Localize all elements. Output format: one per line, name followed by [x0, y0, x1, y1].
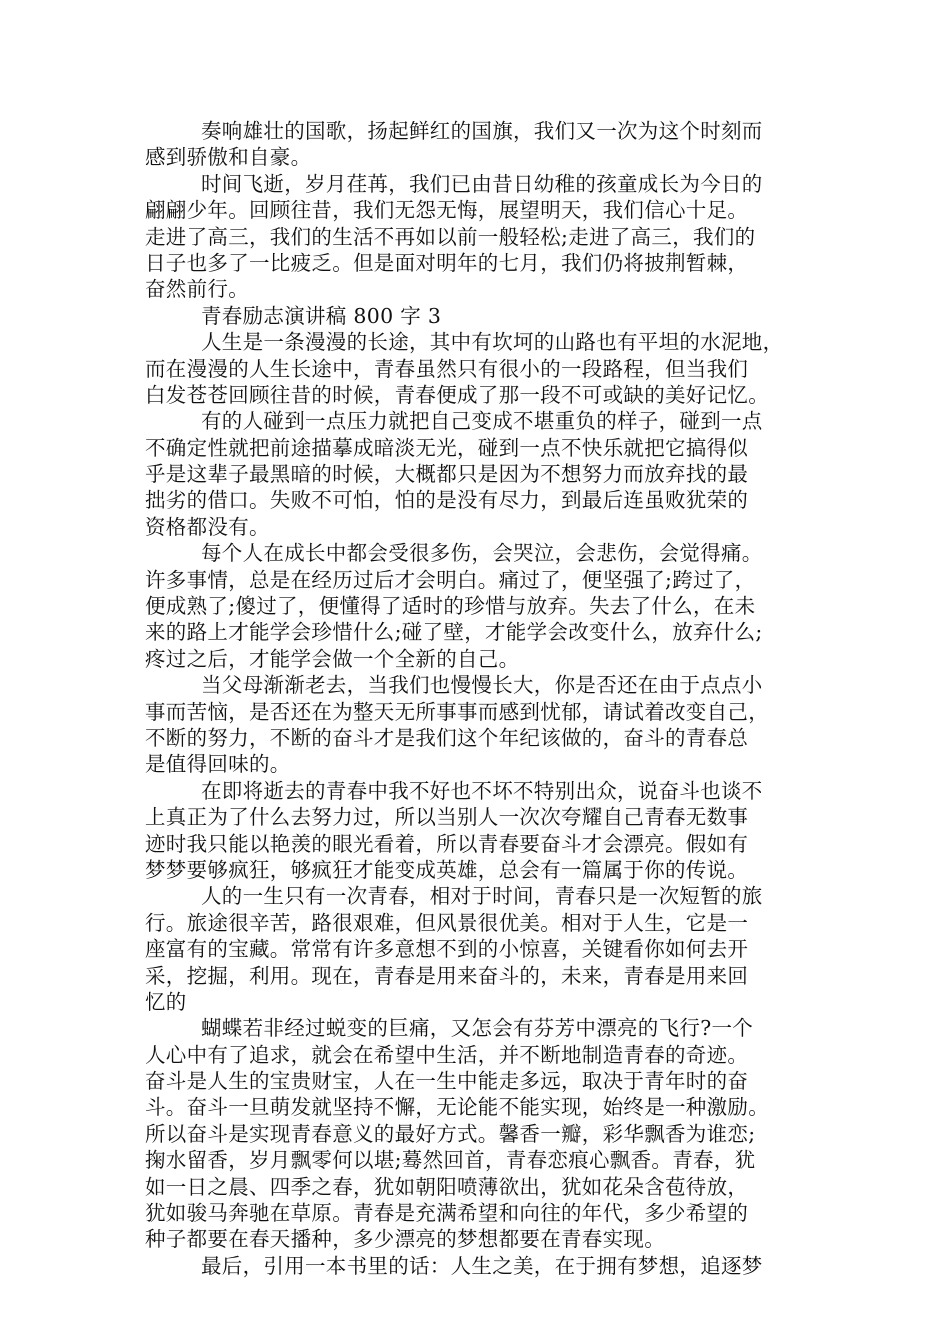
paragraph-line: 事而苦恼，是否还在为整天无所事事而感到忧郁，请试着改变自己， — [145, 699, 769, 724]
paragraph-line: 翩翩少年。回顾往昔，我们无怨无悔，展望明天，我们信心十足。 — [145, 198, 749, 223]
paragraph-line: 拙劣的借口。失败不可怕，怕的是没有尽力，到最后连虽败犹荣的 — [145, 488, 749, 513]
paragraph-line: 上真正为了什么去努力过，所以当别人一次次夸耀自己青春无数事 — [145, 805, 749, 830]
paragraph-line: 白发苍苍回顾往昔的时候，青春便成了那一段不可或缺的美好记忆。 — [145, 382, 769, 407]
paragraph-line: 资格都没有。 — [145, 514, 270, 539]
paragraph-line: 斗。奋斗一旦萌发就坚持不懈，无论能不能实现，始终是一种激励。 — [145, 1095, 769, 1120]
paragraph-first-line: 蝴蝶若非经过蜕变的巨痛，又怎会有芬芳中漂亮的飞行?一个 — [201, 1016, 754, 1041]
paragraph-first-line: 最后，引用一本书里的话：人生之美，在于拥有梦想，追逐梦 — [201, 1253, 763, 1278]
paragraph-line: 采，挖掘，利用。现在，青春是用来奋斗的，未来，青春是用来回 — [145, 963, 749, 988]
paragraph-first-line: 青春励志演讲稿 800 字 3 — [201, 303, 442, 328]
paragraph-line: 种子都要在春天播种，多少漂亮的梦想都要在青春实现。 — [145, 1227, 665, 1252]
paragraph-line: 犹如骏马奔驰在草原。青春是充满希望和向往的年代，多少希望的 — [145, 1201, 749, 1226]
paragraph-first-line: 当父母渐渐老去，当我们也慢慢长大，你是否还在由于点点小 — [201, 673, 763, 698]
paragraph-line: 迹时我只能以艳羡的眼光看着，所以青春要奋斗才会漂亮。假如有 — [145, 831, 749, 856]
paragraph-line: 行。旅途很辛苦，路很艰难，但风景很优美。相对于人生，它是一 — [145, 910, 749, 935]
paragraph-line: 奋然前行。 — [145, 277, 249, 302]
paragraph-line: 日子也多了一比疲乏。但是面对明年的七月，我们仍将披荆暂棘， — [145, 250, 749, 275]
paragraph-line: 如一日之晨、四季之春，犹如朝阳喷薄欲出，犹如花朵含苞待放， — [145, 1174, 749, 1199]
paragraph-line: 许多事情，总是在经历过后才会明白。痛过了，便坚强了;跨过了， — [145, 567, 756, 592]
paragraph-line: 不确定性就把前途描摹成暗淡无光，碰到一点不快乐就把它搞得似 — [145, 435, 749, 460]
paragraph-line: 疼过之后，才能学会做一个全新的自己。 — [145, 646, 520, 671]
paragraph-line: 奋斗是人生的宝贵财宝，人在一生中能走多远，取决于青年时的奋 — [145, 1069, 749, 1094]
paragraph-line: 便成熟了;傻过了，便懂得了适时的珍惜与放弃。失去了什么，在未 — [145, 594, 756, 619]
paragraph-first-line: 奏响雄壮的国歌，扬起鲜红的国旗，我们又一次为这个时刻而 — [201, 119, 763, 143]
paragraph-first-line: 时间飞逝，岁月荏苒，我们已由昔日幼稚的孩童成长为今日的 — [201, 171, 763, 196]
paragraph-line: 座富有的宝藏。常常有许多意想不到的小惊喜，关键看你如何去开 — [145, 937, 749, 962]
paragraph-first-line: 每个人在成长中都会受很多伤，会哭泣，会悲伤，会觉得痛。 — [201, 541, 763, 566]
paragraph-first-line: 人的一生只有一次青春，相对于时间，青春只是一次短暂的旅 — [201, 884, 763, 909]
paragraph-line: 不断的努力，不断的奋斗才是我们这个年纪该做的，奋斗的青春总 — [145, 725, 749, 750]
paragraph-first-line: 人生是一条漫漫的长途，其中有坎坷的山路也有平坦的水泥地， — [201, 330, 784, 355]
paragraph-line: 来的路上才能学会珍惜什么;碰了壁，才能学会改变什么，放弃什么; — [145, 620, 763, 645]
paragraph-line: 掬水留香，岁月飘零何以堪;蓦然回首，青春恋痕心飘香。青春，犹 — [145, 1148, 756, 1173]
paragraph-line: 是值得回味的。 — [145, 752, 291, 777]
paragraph-line: 人心中有了追求，就会在希望中生活，并不断地制造青春的奇迹。 — [145, 1042, 749, 1067]
paragraph-line: 乎是这辈子最黑暗的时候，大概都只是因为不想努力而放弃找的最 — [145, 462, 749, 487]
paragraph-line: 而在漫漫的人生长途中，青春虽然只有很小的一段路程，但当我们 — [145, 356, 749, 381]
paragraph-line: 忆的 — [145, 989, 187, 1014]
paragraph-line: 走进了高三，我们的生活不再如以前一般轻松;走进了高三，我们的 — [145, 224, 756, 249]
paragraph-first-line: 在即将逝去的青春中我不好也不坏不特别出众，说奋斗也谈不 — [201, 778, 763, 803]
paragraph-line: 梦梦要够疯狂，够疯狂才能变成英雄，总会有一篇属于你的传说。 — [145, 857, 749, 882]
paragraph-first-line: 有的人碰到一点压力就把自己变成不堪重负的样子，碰到一点 — [201, 409, 763, 434]
document-body — [145, 118, 813, 1279]
paragraph-line: 感到骄傲和自豪。 — [145, 145, 312, 170]
paragraph-line: 所以奋斗是实现青春意义的最好方式。馨香一瓣，彩华飘香为谁恋; — [145, 1121, 756, 1146]
